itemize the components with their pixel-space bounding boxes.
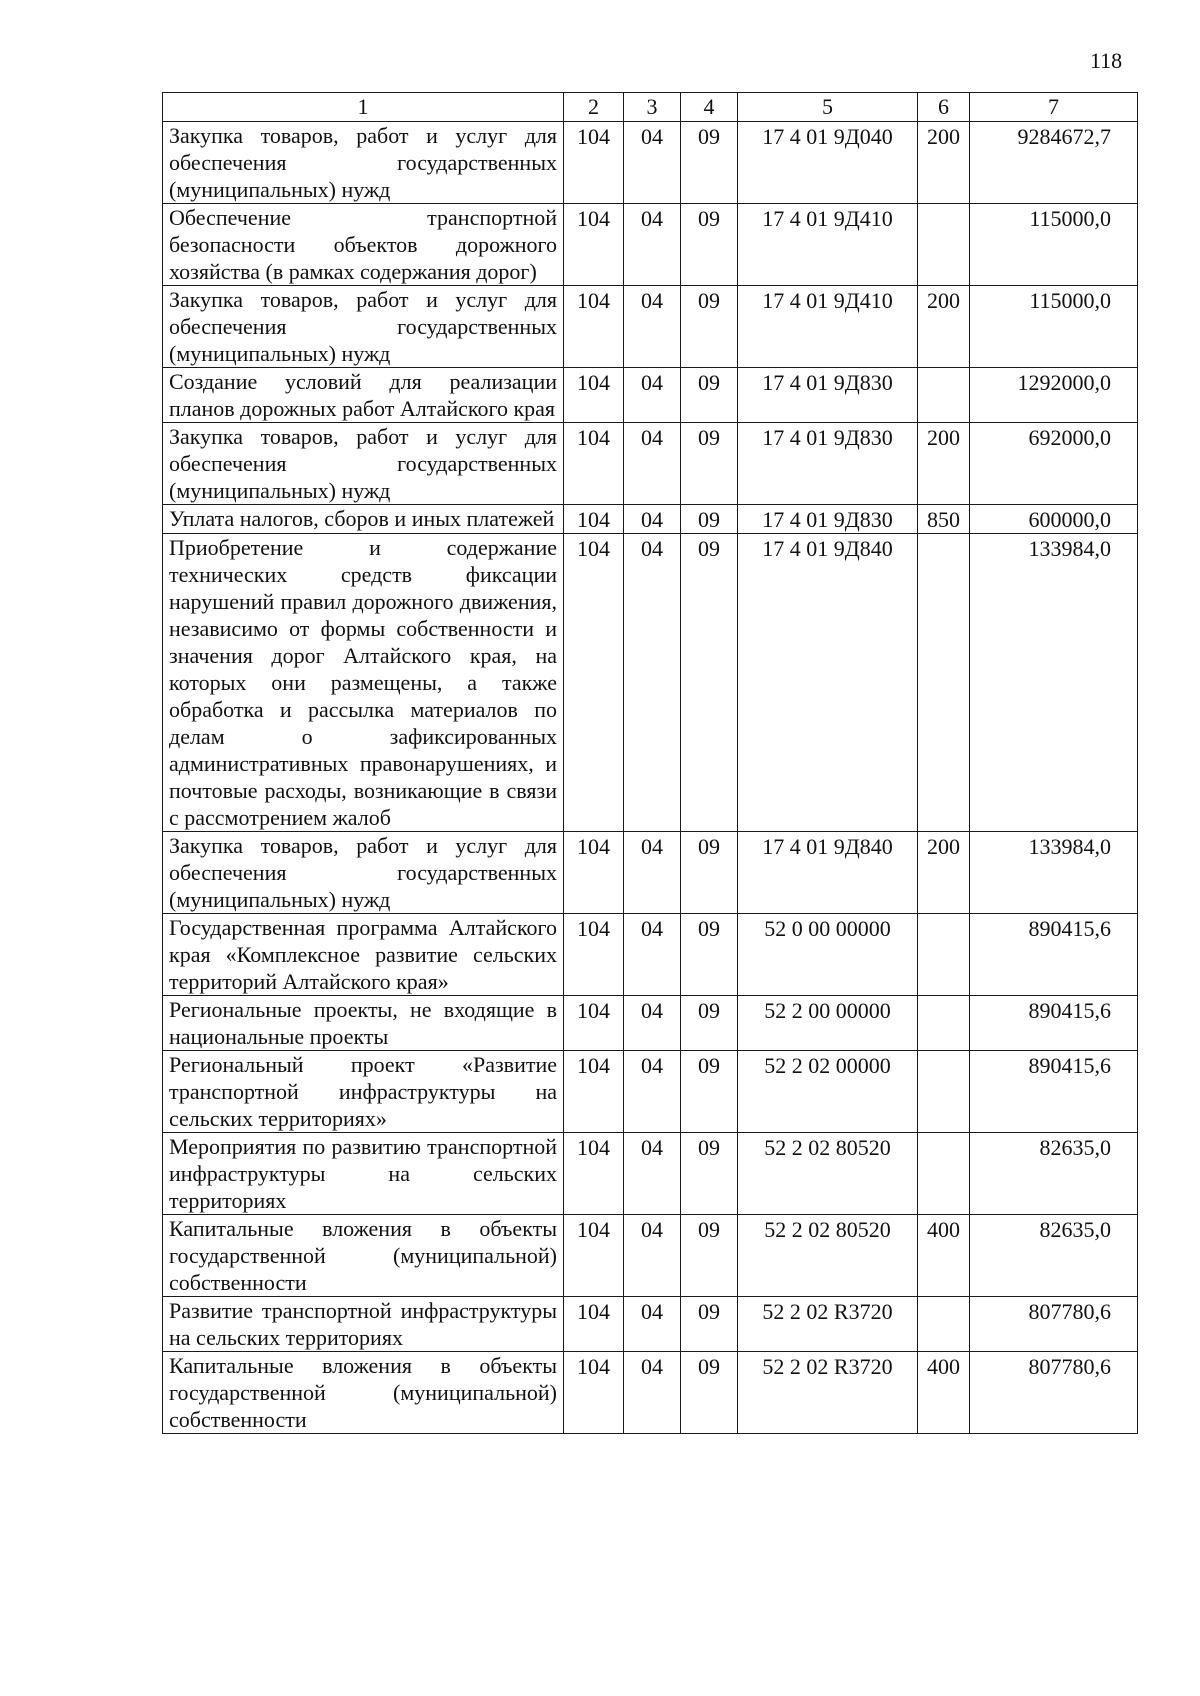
- amount-cell: 1292000,0: [970, 368, 1138, 423]
- subsection-cell: 09: [681, 1133, 738, 1215]
- row-name-cell: Капитальные вложения в объекты государственной (муниципальной) собственности: [163, 1215, 564, 1297]
- section-cell: 04: [624, 832, 681, 914]
- section-cell: 04: [624, 122, 681, 204]
- row-name-cell: Капитальные вложения в объекты государственной (муниципальной) собственности: [163, 1352, 564, 1434]
- subsection-cell: 09: [681, 534, 738, 832]
- amount-cell: 600000,0: [970, 505, 1138, 534]
- subsection-cell: 09: [681, 1215, 738, 1297]
- amount-cell: 133984,0: [970, 832, 1138, 914]
- row-name-cell: Закупка товаров, работ и услуг для обеспечения государственных (муниципальных) нужд: [163, 122, 564, 204]
- amount-cell: 692000,0: [970, 423, 1138, 505]
- subsection-cell: 09: [681, 368, 738, 423]
- subsection-cell: 09: [681, 832, 738, 914]
- code-cell: 104: [564, 914, 624, 996]
- row-name-cell: Развитие транспортной инфраструктуры на сельских территориях: [163, 1297, 564, 1352]
- section-cell: 04: [624, 1133, 681, 1215]
- amount-cell: 890415,6: [970, 1051, 1138, 1133]
- subsection-cell: 09: [681, 122, 738, 204]
- code-cell: 104: [564, 534, 624, 832]
- row-name-cell: Создание условий для реализации планов дорожных работ Алтайского края: [163, 368, 564, 423]
- page-number: 118: [1090, 48, 1123, 73]
- expense-type-cell: 200: [918, 122, 970, 204]
- table-row: [163, 832, 1138, 914]
- table-row: [163, 1215, 1138, 1297]
- subsection-cell: 09: [681, 286, 738, 368]
- target-article-cell: 52 2 02 R3720: [738, 1297, 918, 1352]
- target-article-cell: 52 2 02 R3720: [738, 1352, 918, 1434]
- expense-type-cell: [918, 1133, 970, 1215]
- header-cell: 3: [624, 93, 681, 122]
- subsection-cell: 09: [681, 204, 738, 286]
- table-row: [163, 423, 1138, 505]
- code-cell: 104: [564, 996, 624, 1051]
- code-cell: 104: [564, 1352, 624, 1434]
- expense-type-cell: 400: [918, 1352, 970, 1434]
- section-cell: 04: [624, 1051, 681, 1133]
- code-cell: 104: [564, 1297, 624, 1352]
- code-cell: 104: [564, 1215, 624, 1297]
- target-article-cell: 17 4 01 9Д040: [738, 122, 918, 204]
- header-cell: 5: [738, 93, 918, 122]
- expense-type-cell: 200: [918, 286, 970, 368]
- section-cell: 04: [624, 286, 681, 368]
- section-cell: 04: [624, 996, 681, 1051]
- target-article-cell: 17 4 01 9Д840: [738, 832, 918, 914]
- section-cell: 04: [624, 505, 681, 534]
- amount-cell: 115000,0: [970, 204, 1138, 286]
- amount-cell: 82635,0: [970, 1133, 1138, 1215]
- header-cell: 2: [564, 93, 624, 122]
- target-article-cell: 17 4 01 9Д410: [738, 204, 918, 286]
- target-article-cell: 17 4 01 9Д410: [738, 286, 918, 368]
- subsection-cell: 09: [681, 1051, 738, 1133]
- row-name-cell: Закупка товаров, работ и услуг для обеспечения государственных (муниципальных) нужд: [163, 286, 564, 368]
- table-row: [163, 534, 1138, 832]
- target-article-cell: 17 4 01 9Д830: [738, 368, 918, 423]
- section-cell: 04: [624, 368, 681, 423]
- row-name-cell: Закупка товаров, работ и услуг для обеспечения государственных (муниципальных) нужд: [163, 423, 564, 505]
- table-row: [163, 286, 1138, 368]
- target-article-cell: 52 2 02 00000: [738, 1051, 918, 1133]
- table-row: [163, 204, 1138, 286]
- subsection-cell: 09: [681, 1297, 738, 1352]
- section-cell: 04: [624, 534, 681, 832]
- target-article-cell: 52 2 02 80520: [738, 1215, 918, 1297]
- table-row: [163, 368, 1138, 423]
- amount-cell: 807780,6: [970, 1297, 1138, 1352]
- code-cell: 104: [564, 204, 624, 286]
- amount-cell: 115000,0: [970, 286, 1138, 368]
- section-cell: 04: [624, 423, 681, 505]
- table-row: [163, 122, 1138, 204]
- table-row: [163, 996, 1138, 1051]
- row-name-cell: Мероприятия по развитию транспортной инфраструктуры на сельских территориях: [163, 1133, 564, 1215]
- expense-type-cell: [918, 204, 970, 286]
- target-article-cell: 52 2 00 00000: [738, 996, 918, 1051]
- budget-table: [162, 92, 1138, 1434]
- code-cell: 104: [564, 423, 624, 505]
- expense-type-cell: [918, 1297, 970, 1352]
- table-row: [163, 1352, 1138, 1434]
- amount-cell: 890415,6: [970, 996, 1138, 1051]
- expense-type-cell: [918, 534, 970, 832]
- expense-type-cell: [918, 1051, 970, 1133]
- section-cell: 04: [624, 1215, 681, 1297]
- row-name-cell: Уплата налогов, сборов и иных платежей: [163, 505, 564, 534]
- section-cell: 04: [624, 1352, 681, 1434]
- row-name-cell: Закупка товаров, работ и услуг для обеспечения государственных (муниципальных) нужд: [163, 832, 564, 914]
- row-name-cell: Государственная программа Алтайского края «Комплексное развитие сельских территорий Алтайского края»: [163, 914, 564, 996]
- target-article-cell: 17 4 01 9Д830: [738, 505, 918, 534]
- expense-type-cell: [918, 914, 970, 996]
- header-row: [163, 93, 1138, 122]
- expense-type-cell: [918, 996, 970, 1051]
- subsection-cell: 09: [681, 996, 738, 1051]
- code-cell: 104: [564, 122, 624, 204]
- expense-type-cell: 400: [918, 1215, 970, 1297]
- expense-type-cell: [918, 368, 970, 423]
- expense-type-cell: 200: [918, 423, 970, 505]
- code-cell: 104: [564, 286, 624, 368]
- target-article-cell: 52 2 02 80520: [738, 1133, 918, 1215]
- amount-cell: 133984,0: [970, 534, 1138, 832]
- amount-cell: 82635,0: [970, 1215, 1138, 1297]
- header-cell: 1: [163, 93, 564, 122]
- row-name-cell: Приобретение и содержание технических средств фиксации нарушений правил дорожного движения, независимо от формы собственности и значения дорог Алтайского края, на которых они размещены, а также обработка и рассылка материалов по делам о зафиксированных административных правонарушениях, и почтовые расходы, возникающие в связи с рассмотрением жалоб: [163, 534, 564, 832]
- section-cell: 04: [624, 204, 681, 286]
- code-cell: 104: [564, 1133, 624, 1215]
- code-cell: 104: [564, 1051, 624, 1133]
- header-cell: 6: [918, 93, 970, 122]
- subsection-cell: 09: [681, 423, 738, 505]
- table-row: [163, 505, 1138, 534]
- subsection-cell: 09: [681, 914, 738, 996]
- table-row: [163, 1051, 1138, 1133]
- amount-cell: 890415,6: [970, 914, 1138, 996]
- amount-cell: 807780,6: [970, 1352, 1138, 1434]
- table-row: [163, 914, 1138, 996]
- row-name-cell: Региональные проекты, не входящие в национальные проекты: [163, 996, 564, 1051]
- row-name-cell: Региональный проект «Развитие транспортной инфраструктуры на сельских территориях»: [163, 1051, 564, 1133]
- header-cell: 4: [681, 93, 738, 122]
- section-cell: 04: [624, 914, 681, 996]
- target-article-cell: 17 4 01 9Д840: [738, 534, 918, 832]
- code-cell: 104: [564, 505, 624, 534]
- row-name-cell: Обеспечение транспортной безопасности объектов дорожного хозяйства (в рамках содержания дорог): [163, 204, 564, 286]
- target-article-cell: 52 0 00 00000: [738, 914, 918, 996]
- expense-type-cell: 200: [918, 832, 970, 914]
- table-row: [163, 1297, 1138, 1352]
- subsection-cell: 09: [681, 505, 738, 534]
- section-cell: 04: [624, 1297, 681, 1352]
- subsection-cell: 09: [681, 1352, 738, 1434]
- expense-type-cell: 850: [918, 505, 970, 534]
- target-article-cell: 17 4 01 9Д830: [738, 423, 918, 505]
- code-cell: 104: [564, 832, 624, 914]
- amount-cell: 9284672,7: [970, 122, 1138, 204]
- code-cell: 104: [564, 368, 624, 423]
- table-row: [163, 1133, 1138, 1215]
- header-cell: 7: [970, 93, 1138, 122]
